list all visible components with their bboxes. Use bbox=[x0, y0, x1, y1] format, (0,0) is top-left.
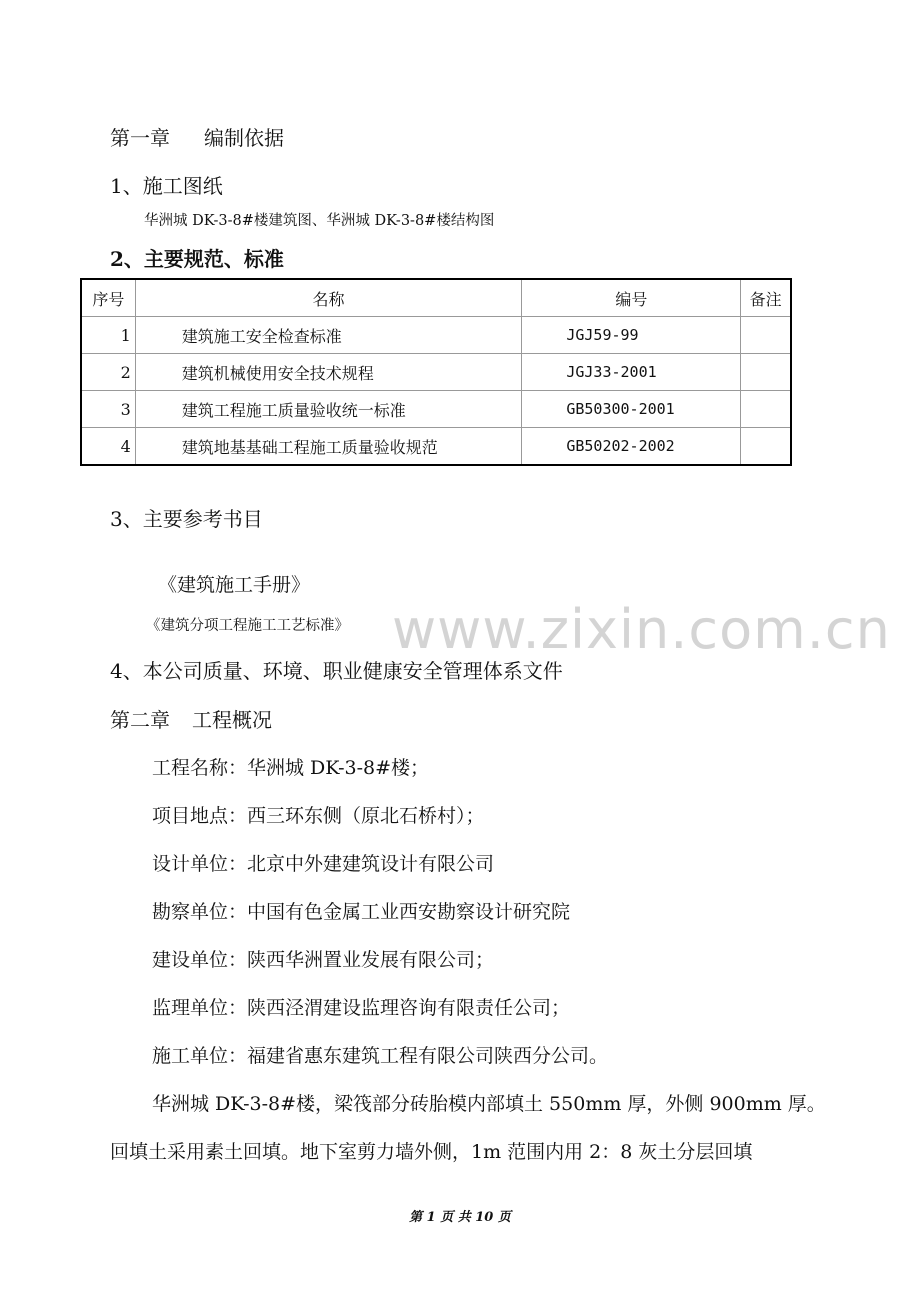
row-note bbox=[741, 354, 791, 391]
table-header-row bbox=[81, 279, 791, 317]
row-no: 1 bbox=[81, 317, 135, 354]
table-row bbox=[81, 317, 791, 354]
standards-table bbox=[80, 278, 792, 466]
page-footer: 第 1 页 共 10 页 bbox=[409, 1210, 511, 1225]
row-note bbox=[741, 428, 791, 466]
row-name: 建筑机械使用安全技术规程 bbox=[135, 354, 522, 391]
reference-book-2: 《建筑分项工程施工工艺标准》 bbox=[146, 618, 349, 634]
section3-heading: 3、主要参考书目 bbox=[110, 507, 263, 531]
row-note bbox=[741, 391, 791, 428]
chapter1-heading bbox=[110, 122, 284, 151]
section1-heading: 1、施工图纸 bbox=[110, 174, 223, 198]
info-supervision-unit: 监理单位：陕西泾渭建设监理咨询有限责任公司； bbox=[152, 997, 571, 1019]
header-name: 名称 bbox=[135, 279, 522, 317]
info-survey-unit: 勘察单位：中国有色金属工业西安勘察设计研究院 bbox=[152, 901, 571, 923]
row-name: 建筑施工安全检查标准 bbox=[135, 317, 522, 354]
info-contractor: 施工单位：福建省惠东建筑工程有限公司陕西分公司。 bbox=[152, 1045, 609, 1067]
paragraph-line-1: 华洲城 DK-3-8#楼，梁筏部分砖胎模内部填土 550mm 厚，外侧 900mm 厚。 bbox=[152, 1093, 826, 1115]
section4-heading: 4、本公司质量、环境、职业健康安全管理体系文件 bbox=[110, 659, 563, 683]
row-note bbox=[741, 317, 791, 354]
row-code: JGJ33-2001 bbox=[522, 354, 741, 391]
table-row bbox=[81, 354, 791, 391]
section1-content: 华洲城 DK-3-8#楼建筑图、华洲城 DK-3-8#楼结构图 bbox=[144, 213, 495, 229]
info-design-unit: 设计单位：北京中外建建筑设计有限公司 bbox=[152, 853, 495, 875]
section2-heading: 2、主要规范、标准 bbox=[110, 247, 284, 271]
table-row bbox=[81, 428, 791, 466]
info-project-name: 工程名称：华洲城 DK-3-8#楼； bbox=[152, 757, 430, 779]
info-project-location: 项目地点：西三环东侧（原北石桥村）； bbox=[152, 805, 485, 827]
row-name: 建筑地基基础工程施工质量验收规范 bbox=[135, 428, 522, 466]
row-code: GB50300-2001 bbox=[522, 391, 741, 428]
row-no: 4 bbox=[81, 428, 135, 466]
chapter1-number: 第一章 bbox=[110, 126, 170, 150]
chapter2-title: 工程概况 bbox=[192, 708, 272, 732]
header-note: 备注 bbox=[741, 279, 791, 317]
chapter2-heading bbox=[110, 704, 272, 733]
paragraph-line-2: 回填土采用素土回填。地下室剪力墙外侧，1m 范围内用 2：8 灰土分层回填 bbox=[110, 1141, 753, 1163]
row-code: JGJ59-99 bbox=[522, 317, 741, 354]
header-code: 编号 bbox=[522, 279, 741, 317]
reference-book-1: 《建筑施工手册》 bbox=[158, 574, 311, 596]
chapter1-title: 编制依据 bbox=[204, 126, 284, 150]
table-row bbox=[81, 391, 791, 428]
row-code: GB50202-2002 bbox=[522, 428, 741, 466]
watermark: www.zixin.com.cn bbox=[392, 598, 891, 661]
header-no: 序号 bbox=[81, 279, 135, 317]
chapter2-number: 第二章 bbox=[110, 708, 170, 732]
row-no: 3 bbox=[81, 391, 135, 428]
row-no: 2 bbox=[81, 354, 135, 391]
info-construction-owner: 建设单位：陕西华洲置业发展有限公司； bbox=[152, 949, 495, 971]
row-name: 建筑工程施工质量验收统一标准 bbox=[135, 391, 522, 428]
